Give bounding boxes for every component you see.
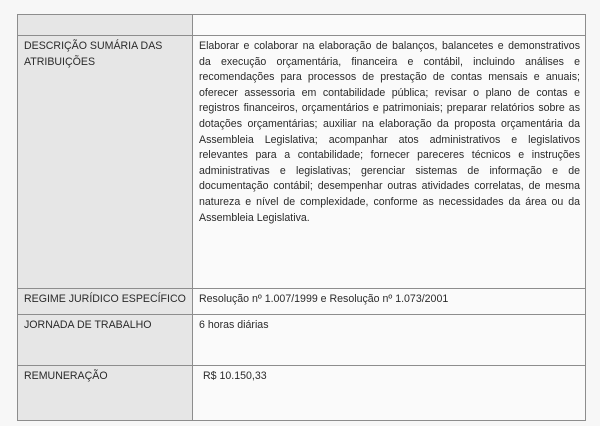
row-label-regime: REGIME JURÍDICO ESPECÍFICO bbox=[18, 289, 193, 315]
row-label-empty bbox=[18, 15, 193, 36]
table-row-jornada bbox=[18, 315, 586, 366]
row-label-remuneracao: REMUNERAÇÃO bbox=[18, 366, 193, 421]
job-description-table bbox=[17, 14, 586, 421]
table-row-remuneracao bbox=[18, 366, 586, 421]
row-value-regime: Resolução nº 1.007/1999 e Resolução nº 1.073/2001 bbox=[193, 289, 586, 315]
table-row-regime bbox=[18, 289, 586, 315]
row-value-jornada: 6 horas diárias bbox=[193, 315, 586, 366]
row-label-jornada: JORNADA DE TRABALHO bbox=[18, 315, 193, 366]
table-row-empty bbox=[18, 15, 586, 36]
table-row-descricao bbox=[18, 36, 586, 289]
row-value-descricao: Elaborar e colaborar na elaboração de balanços, balancetes e demonstrativos da execução orçamentária, financeira e contábil, incluindo análises e recomendações para processos de prestação de contas mensais e anuais; oferecer assessoria em contabilidade pública; revisar o plano de contas e registros financeiros, orçamentários e patrimoniais; preparar relatórios sobre as dotações orçamentárias; auxiliar na elaboração da proposta orçamentária da Assembleia Legislativa; acompanhar atos administrativos e legislativos relevantes para a contabilidade; fornecer pareceres técnicos e instruções administrativas e legislativas; gerenciar sistemas de informação e de documentação contábil; desempenhar outras atividades correlatas, de mesma natureza e nível de complexidade, conforme as necessidades da área ou da Assembleia Legislativa. bbox=[193, 36, 586, 289]
row-value-empty bbox=[193, 15, 586, 36]
row-value-remuneracao: R$ 10.150,33 bbox=[193, 366, 586, 421]
row-label-descricao: DESCRIÇÃO SUMÁRIA DAS ATRIBUIÇÕES bbox=[18, 36, 193, 289]
